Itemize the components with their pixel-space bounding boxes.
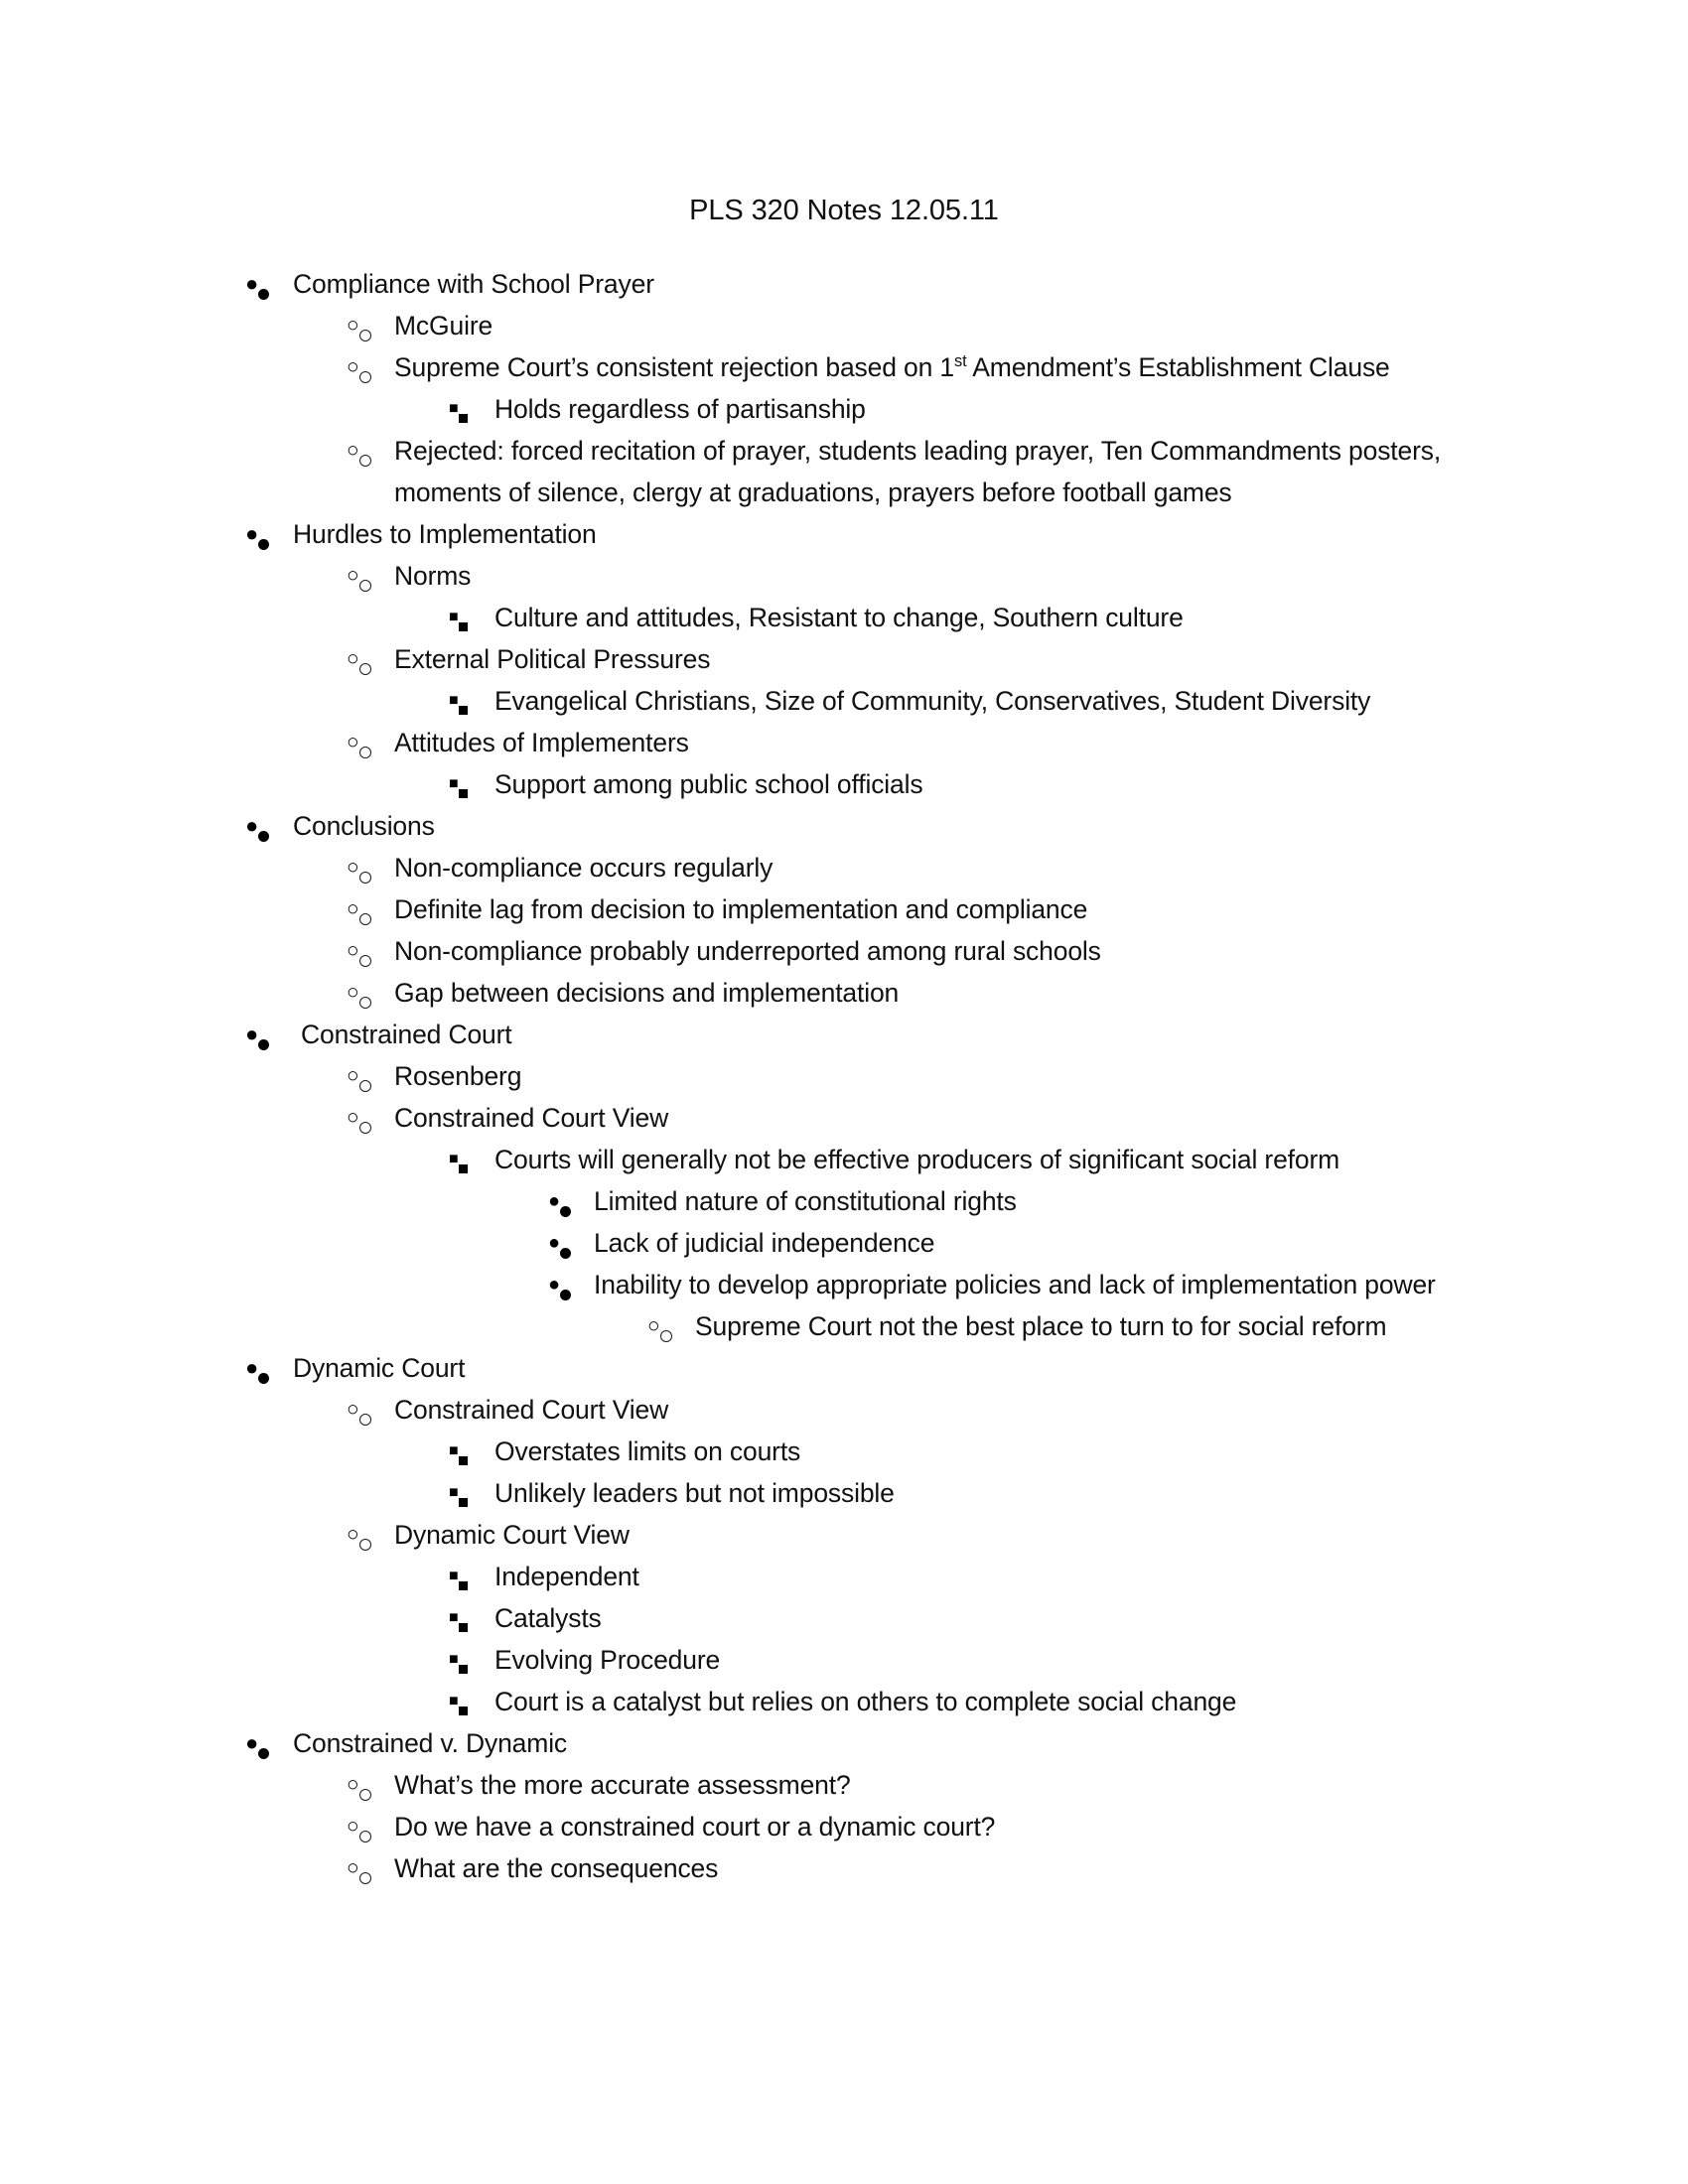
outline-item (0, 597, 1688, 638)
outline-item (0, 888, 1688, 930)
outline-item (0, 763, 1688, 805)
outline-item-text: Do we have a constrained court or a dynamic court? (394, 1812, 996, 1842)
outline-item (0, 1347, 1688, 1389)
filled-square-bullet-icon (449, 1681, 468, 1722)
hollow-circle-bullet-icon (347, 1514, 371, 1556)
outline-item (0, 346, 1688, 388)
outline-item-text: Unlikely leaders but not impossible (494, 1478, 895, 1508)
filled-square-bullet-icon (449, 597, 468, 638)
outline-item (0, 1472, 1688, 1514)
outline-item (0, 972, 1688, 1014)
outline-item-text: Constrained Court View (394, 1395, 669, 1425)
filled-square-bullet-icon (449, 1639, 468, 1681)
outline-list (0, 263, 1688, 1889)
outline-item (0, 1389, 1688, 1431)
hollow-circle-bullet-icon (347, 555, 371, 597)
filled-square-bullet-icon (449, 1556, 468, 1597)
outline-item-text: Lack of judicial independence (594, 1228, 935, 1258)
outline-item-text: Constrained Court (301, 1020, 512, 1049)
hollow-circle-bullet-icon (347, 1806, 371, 1847)
outline-item-text: Definite lag from decision to implementation and compliance (394, 894, 1088, 924)
outline-item-text: Court is a catalyst but relies on others to complete social change (494, 1687, 1237, 1716)
hollow-circle-bullet-icon (347, 888, 371, 930)
outline-item-text: Dynamic Court View (394, 1520, 630, 1550)
outline-item-text: Constrained v. Dynamic (293, 1728, 568, 1758)
outline-item (0, 638, 1688, 680)
outline-item-text: Non-compliance probably underreported among rural schools (394, 936, 1101, 966)
filled-disc-bullet-icon (245, 263, 269, 305)
ordinal-suffix: st (954, 352, 967, 371)
filled-square-bullet-icon (449, 1472, 468, 1514)
outline-item (0, 1431, 1688, 1472)
hollow-circle-bullet-icon (347, 930, 371, 972)
outline-item-text: Catalysts (494, 1603, 602, 1633)
filled-disc-bullet-icon (245, 1722, 269, 1764)
hollow-circle-bullet-icon (347, 305, 371, 346)
filled-square-bullet-icon (449, 1597, 468, 1639)
outline-item (0, 1681, 1688, 1722)
filled-disc-bullet-icon (245, 1014, 269, 1055)
outline-item-text: Overstates limits on courts (494, 1436, 801, 1466)
hollow-circle-bullet-icon (347, 638, 371, 680)
outline-item (0, 1847, 1688, 1889)
outline-item (0, 1639, 1688, 1681)
outline-item-text: Compliance with School Prayer (293, 269, 654, 299)
outline-item (0, 805, 1688, 847)
outline-item (0, 1264, 1688, 1305)
outline-item (0, 1764, 1688, 1806)
filled-disc-bullet-icon (245, 513, 269, 555)
outline-item (0, 388, 1688, 430)
outline-item (0, 1722, 1688, 1764)
outline-item-text: Conclusions (293, 811, 435, 841)
filled-square-bullet-icon (449, 388, 468, 430)
outline-item (0, 555, 1688, 597)
page-title: PLS 320 Notes 12.05.11 (689, 195, 999, 226)
outline-item-text: Evolving Procedure (494, 1645, 721, 1675)
outline-item-text: Supreme Court not the best place to turn to for social reform (695, 1311, 1387, 1341)
hollow-circle-bullet-icon (347, 722, 371, 763)
outline-item-text: Independent (494, 1562, 639, 1591)
hollow-circle-bullet-icon (347, 1389, 371, 1431)
hollow-circle-bullet-icon (347, 847, 371, 888)
filled-square-bullet-icon (449, 1139, 468, 1180)
hollow-circle-bullet-icon (347, 1847, 371, 1889)
filled-disc-bullet-icon (548, 1264, 571, 1305)
outline-item (0, 1597, 1688, 1639)
outline-item (0, 305, 1688, 346)
filled-disc-bullet-icon (245, 805, 269, 847)
outline-item (0, 1055, 1688, 1097)
outline-item (0, 263, 1688, 305)
outline-item (0, 1014, 1688, 1055)
hollow-circle-bullet-icon (347, 1055, 371, 1097)
outline-item-text: Limited nature of constitutional rights (594, 1186, 1017, 1216)
outline-item-text: Courts will generally not be effective producers of significant social reform (494, 1145, 1340, 1174)
outline-item-text: Inability to develop appropriate policies and lack of implementation power (594, 1270, 1436, 1299)
outline-item-text: Non-compliance occurs regularly (394, 853, 774, 883)
filled-square-bullet-icon (449, 680, 468, 722)
outline-item-text: Rejected: forced recitation of prayer, students leading prayer, Ten Commandments posters, moments of silence, clergy at graduations, prayers before football games (394, 436, 1442, 507)
outline-item (0, 1305, 1688, 1347)
filled-disc-bullet-icon (548, 1222, 571, 1264)
outline-item-text: Supreme Court’s consistent rejection based on 1st Amendment’s Establishment Clause (394, 352, 1390, 382)
hollow-circle-bullet-icon (347, 346, 371, 388)
outline-item-text: Culture and attitudes, Resistant to change, Southern culture (494, 603, 1184, 632)
filled-square-bullet-icon (449, 1431, 468, 1472)
outline-item-text: McGuire (394, 311, 493, 341)
hollow-circle-bullet-icon (647, 1305, 672, 1347)
outline-item-text: Attitudes of Implementers (394, 728, 689, 757)
outline-item (0, 430, 1688, 513)
outline-item (0, 1097, 1688, 1139)
outline-item-text: Hurdles to Implementation (293, 519, 597, 549)
filled-disc-bullet-icon (245, 1347, 269, 1389)
outline-item (0, 722, 1688, 763)
hollow-circle-bullet-icon (347, 1764, 371, 1806)
hollow-circle-bullet-icon (347, 1097, 371, 1139)
outline-item-text: Holds regardless of partisanship (494, 394, 866, 424)
outline-item-text: Support among public school officials (494, 769, 923, 799)
filled-square-bullet-icon (449, 763, 468, 805)
outline-item-text: Rosenberg (394, 1061, 522, 1091)
outline-item-text: External Political Pressures (394, 644, 711, 674)
outline-item (0, 1180, 1688, 1222)
outline-item-text: Gap between decisions and implementation (394, 978, 900, 1008)
outline-item (0, 1139, 1688, 1180)
outline-item (0, 1556, 1688, 1597)
outline-item-text: Constrained Court View (394, 1103, 669, 1133)
outline-item-text: Norms (394, 561, 472, 591)
filled-disc-bullet-icon (548, 1180, 571, 1222)
outline-item-text: What’s the more accurate assessment? (394, 1770, 851, 1800)
outline-item (0, 1806, 1688, 1847)
outline-item-text: Dynamic Court (293, 1353, 466, 1383)
outline-item (0, 513, 1688, 555)
outline-item (0, 680, 1688, 722)
outline-item-text: What are the consequences (394, 1853, 719, 1883)
outline-item (0, 847, 1688, 888)
hollow-circle-bullet-icon (347, 430, 371, 472)
hollow-circle-bullet-icon (347, 972, 371, 1014)
outline-item (0, 1222, 1688, 1264)
outline-item (0, 1514, 1688, 1556)
outline-item-text: Evangelical Christians, Size of Community, Conservatives, Student Diversity (494, 686, 1371, 716)
outline-item (0, 930, 1688, 972)
